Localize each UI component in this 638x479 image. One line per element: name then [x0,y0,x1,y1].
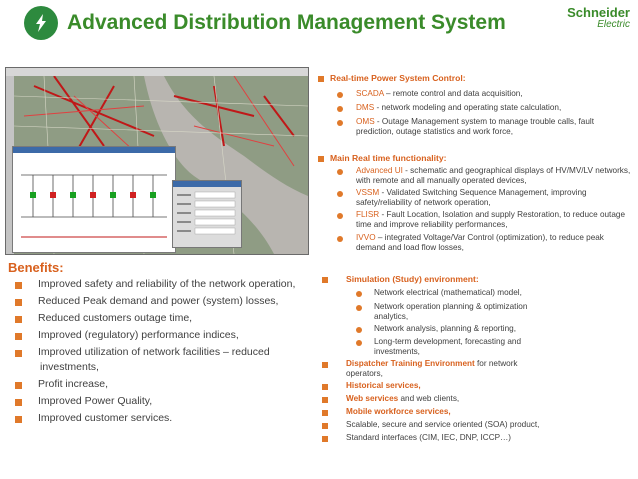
benefit-item: Reduced customers outage time, [38,312,193,324]
benefit-item-continued: investments, [40,361,99,373]
bullet-dot-icon [337,92,343,98]
list-item: Scalable, secure and service oriented (SOA) product, [346,420,540,429]
list-item: FLISR - Fault Location, Isolation and supply Restoration, to reduce outage time and improve reliability performances, [356,210,625,229]
bullet-dot-icon [337,106,343,112]
benefits-title: Benefits: [8,260,64,275]
bullet-dot-icon [337,236,343,242]
benefit-item: Profit increase, [38,378,109,390]
list-item: Historical services, [346,381,421,390]
bullet-square-icon [322,436,328,442]
screenshot-toolbar [6,68,308,76]
brand-top: Schneider [567,5,630,20]
bullet-square-icon [15,299,22,306]
list-item: Network operation planning & optimization analytics, [374,302,528,321]
main-functionality-heading: Main Real time functionality: [330,153,447,163]
page-title: Advanced Distribution Management System [67,11,506,34]
list-item: Advanced UI - schematic and geographical displays of HV/MV/LV networks, with remote and all manually operated devices, [356,166,631,185]
list-item: SCADA – remote control and data acquisition, [356,89,523,98]
benefit-item: Reduced Peak demand and power (system) losses, [38,295,279,307]
list-item: Long-term development, forecasting and investments, [374,337,522,356]
bullet-square-icon [15,282,22,289]
properties-dialog-window [172,180,242,248]
bullet-square-icon [322,423,328,429]
realtime-heading: Real-time Power System Control: [330,73,466,83]
bullet-square-icon [322,362,328,368]
bullet-square-icon [318,76,324,82]
bullet-dot-icon [337,213,343,219]
bullet-square-icon [15,350,22,357]
bullet-dot-icon [337,191,343,197]
bullet-square-icon [15,316,22,323]
bullet-dot-icon [356,327,362,333]
list-item: Standard interfaces (CIM, IEC, DNP, ICCP…) [346,433,512,442]
simulation-heading: Simulation (Study) environment: [346,274,479,284]
benefit-item: Improved (regulatory) performance indices, [38,329,239,341]
benefit-item: Improved customer services. [38,412,173,424]
schneider-electric-logo [567,6,630,30]
bullet-square-icon [322,384,328,390]
list-item: Network electrical (mathematical) model, [374,288,522,297]
bullet-dot-icon [337,169,343,175]
list-item: Web services and web clients, [346,394,460,403]
bullet-square-icon [15,416,22,423]
brand-bottom: Electric [597,19,630,30]
lightning-logo-icon [24,6,58,40]
adms-screenshot-image [5,67,309,255]
bullet-square-icon [15,399,22,406]
list-item: Network analysis, planning & reporting, [374,324,516,333]
schematic-diagram-window [12,146,176,253]
bullet-square-icon [322,410,328,416]
benefit-item: Improved Power Quality, [38,395,153,407]
bullet-dot-icon [337,120,343,126]
bullet-square-icon [322,397,328,403]
bullet-dot-icon [356,340,362,346]
bullet-square-icon [15,382,22,389]
benefit-item: Improved safety and reliability of the network operation, [38,278,296,290]
header [0,0,638,50]
list-item: IVVO – integrated Voltage/Var Control (optimization), to reduce peak demand and load flow losses, [356,233,604,252]
list-item: DMS - network modeling and operating state calculation, [356,103,562,112]
list-item: Mobile workforce services, [346,407,451,416]
bullet-dot-icon [356,291,362,297]
bullet-dot-icon [356,305,362,311]
bullet-square-icon [318,156,324,162]
list-item: Dispatcher Training Environment for network operators, [346,359,518,378]
benefit-item: Improved utilization of network facilities – reduced [38,346,270,358]
list-item: VSSM - Validated Switching Sequence Management, improving safety/reliability of network operation, [356,188,587,207]
list-item: OMS - Outage Management system to manage trouble calls, fault prediction, outage statistics and work force, [356,117,595,136]
bullet-square-icon [15,333,22,340]
bullet-square-icon [322,277,328,283]
